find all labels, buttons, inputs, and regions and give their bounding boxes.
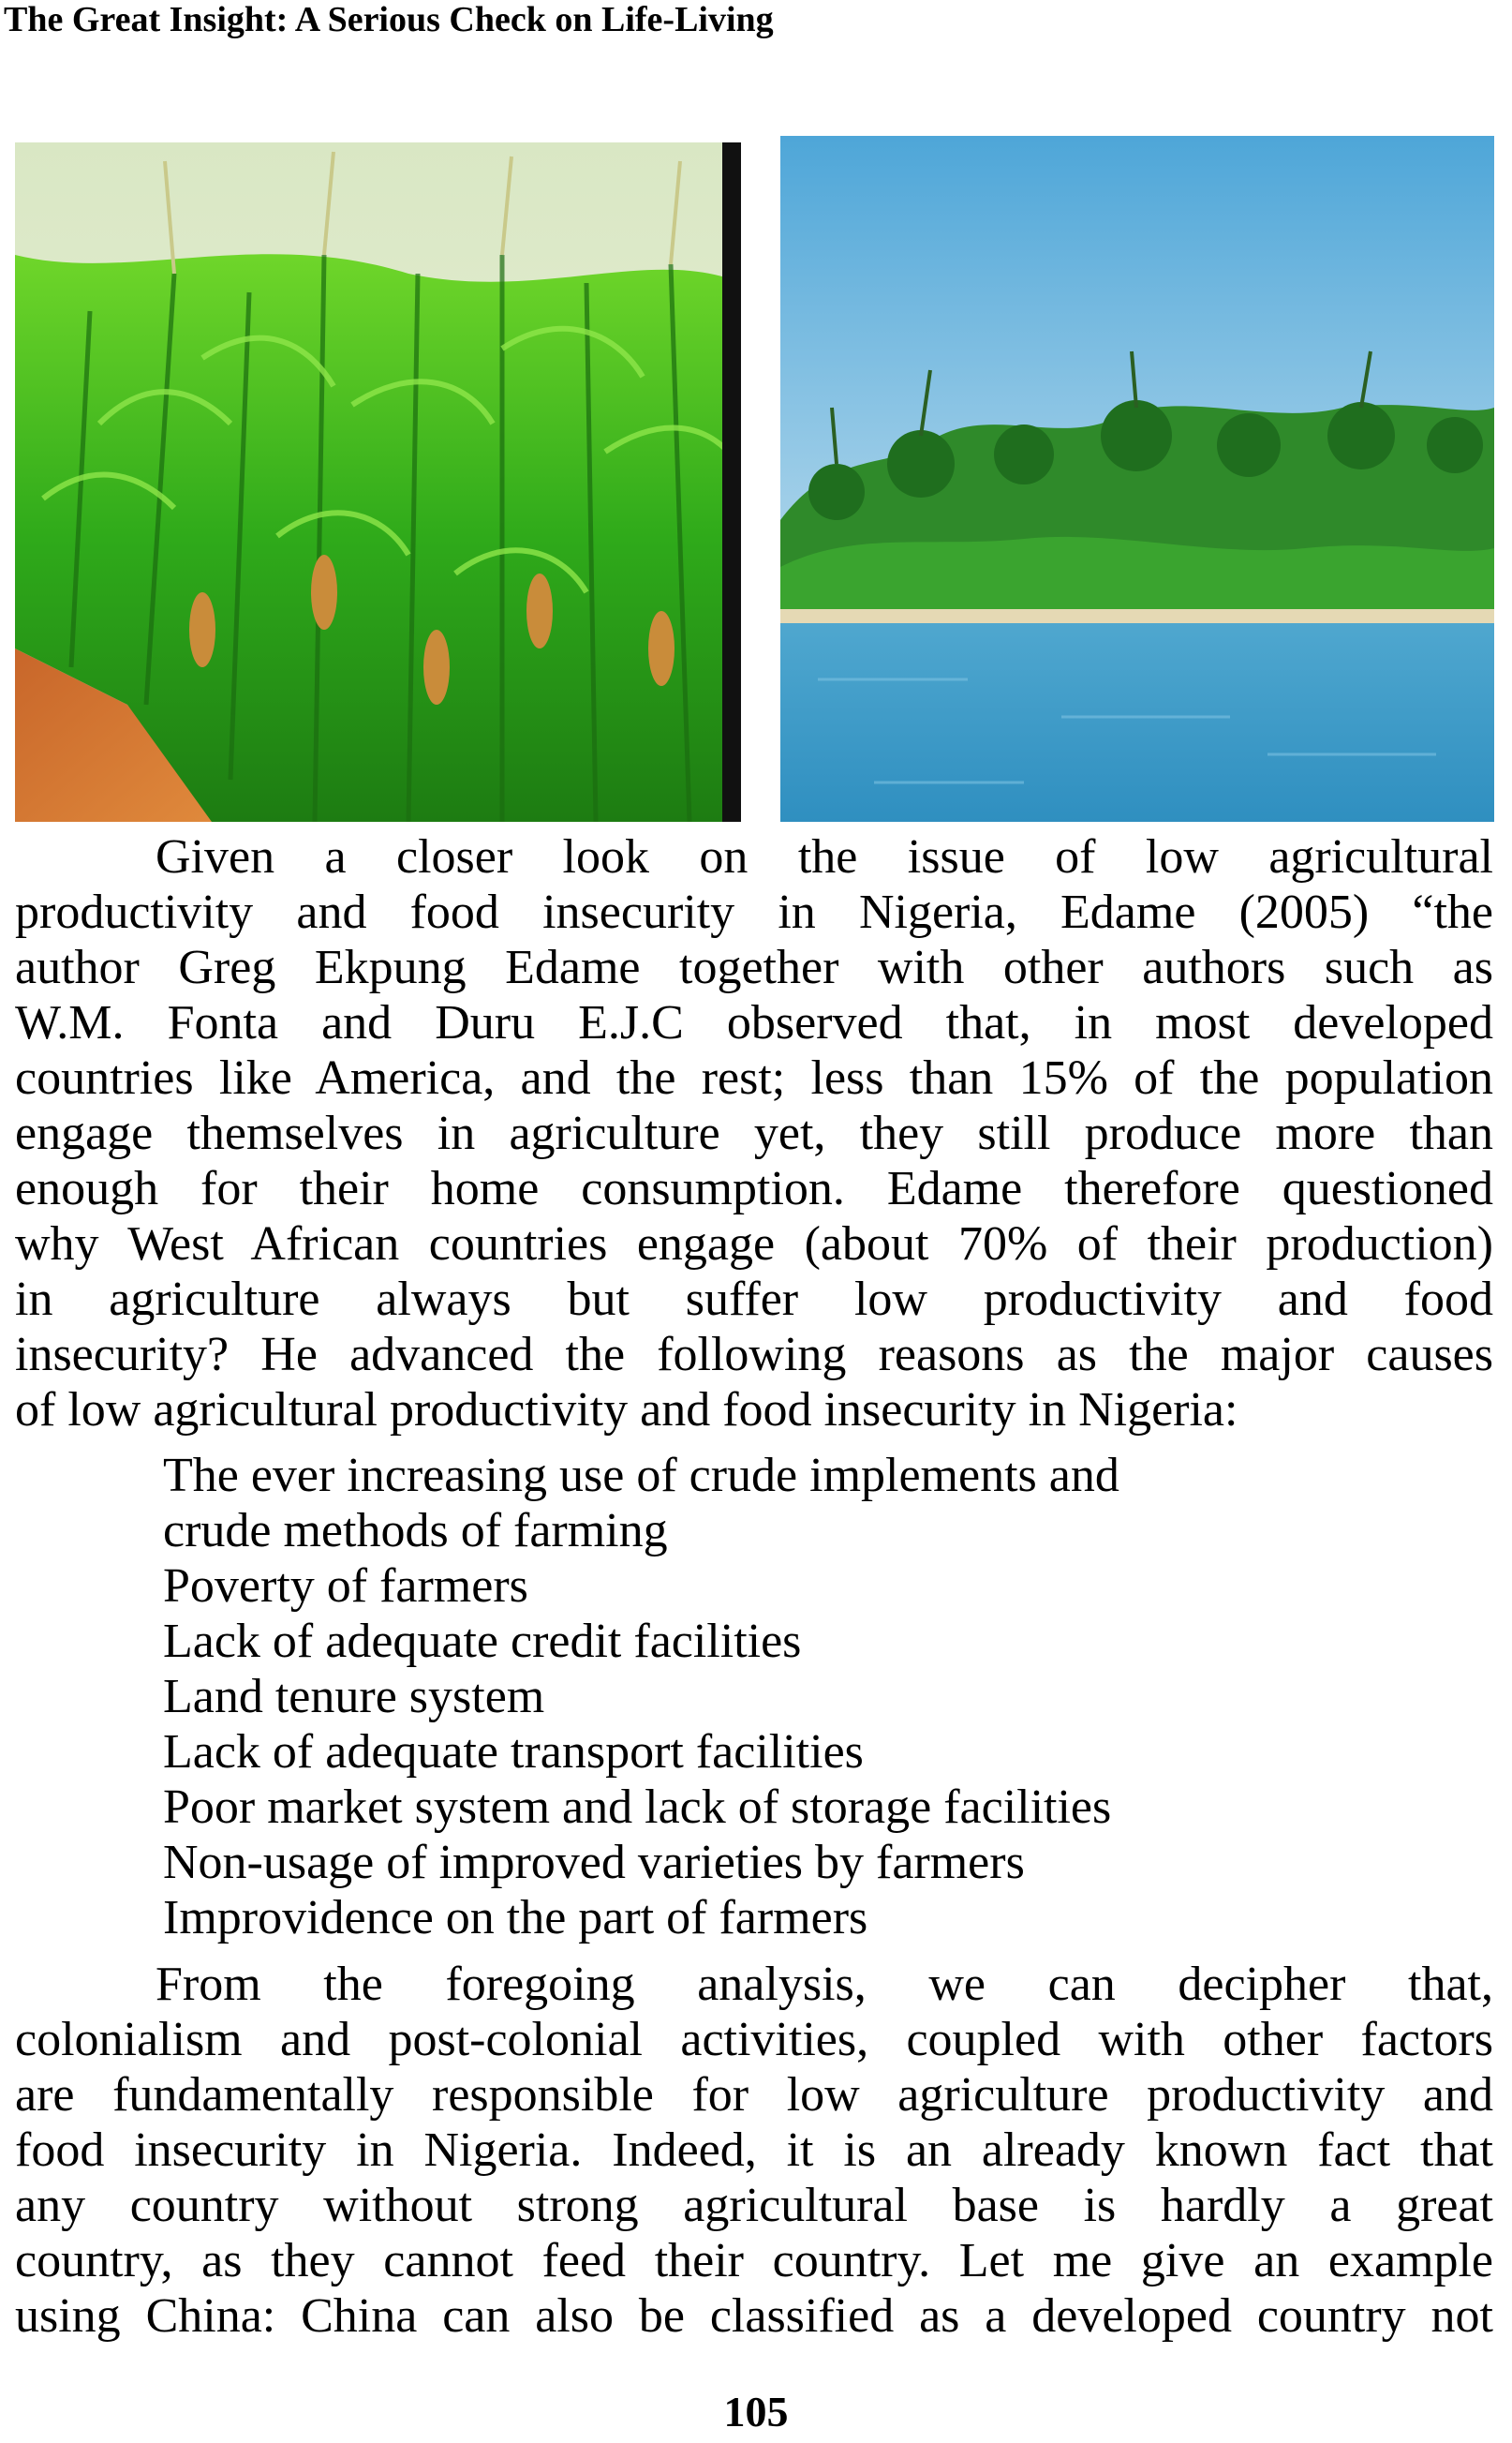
list-item: Land tenure system <box>163 1670 545 1723</box>
paragraph-line: From the foregoing analysis, we can decipher that, <box>156 1958 1493 2011</box>
paragraph-line: productivity and food insecurity in Nigeria, Edame (2005) “the <box>15 886 1493 939</box>
paragraph-line: author Greg Ekpung Edame together with other authors such as <box>15 941 1493 994</box>
paragraph-low-productivity <box>15 829 1493 1437</box>
paragraph-line: why West African countries engage (about 70% of their production) <box>15 1217 1493 1271</box>
list-item: The ever increasing use of crude implements and <box>163 1449 1119 1502</box>
running-title: The Great Insight: A Serious Check on Life-Living <box>4 0 774 39</box>
list-item: crude methods of farming <box>163 1504 668 1557</box>
paragraph-line: countries like America, and the rest; less than 15% of the population <box>15 1051 1493 1105</box>
list-item: Lack of adequate credit facilities <box>163 1615 802 1668</box>
list-item: Poverty of farmers <box>163 1559 528 1613</box>
causes-list <box>163 1448 1381 1945</box>
list-item: Lack of adequate transport facilities <box>163 1725 864 1779</box>
lagoon-shore-photo <box>780 136 1494 822</box>
paragraph-line: Given a closer look on the issue of low agricultural <box>156 830 1493 884</box>
paragraph-line: colonialism and post-colonial activities, coupled with other factors <box>15 2013 1493 2066</box>
paragraph-line: country, as they cannot feed their country. Let me give an example <box>15 2234 1493 2287</box>
list-item: Non-usage of improved varieties by farmers <box>163 1836 1025 1889</box>
list-item: Improvidence on the part of farmers <box>163 1891 868 1944</box>
paragraph-line: insecurity? He advanced the following reasons as the major causes <box>15 1328 1493 1381</box>
paragraph-line: food insecurity in Nigeria. Indeed, it is an already known fact that <box>15 2123 1493 2177</box>
paragraph-line: engage themselves in agriculture yet, they still produce more than <box>15 1107 1493 1160</box>
paragraph-line: in agriculture always but suffer low productivity and food <box>15 1273 1493 1326</box>
paragraph-line: enough for their home consumption. Edame therefore questioned <box>15 1162 1493 1215</box>
paragraph-line: using China: China can also be classified as a developed country not <box>15 2289 1493 2343</box>
paragraph-line: any country without strong agricultural base is hardly a great <box>15 2179 1493 2232</box>
page-number: 105 <box>723 2388 789 2436</box>
list-item: Poor market system and lack of storage facilities <box>163 1780 1112 1834</box>
paragraph-line: of low agricultural productivity and food insecurity in Nigeria: <box>15 1383 1238 1437</box>
paragraph-foregoing-analysis <box>15 1957 1493 2344</box>
paragraph-line: are fundamentally responsible for low agriculture productivity and <box>15 2068 1493 2122</box>
paragraph-line: W.M. Fonta and Duru E.J.C observed that, in most developed <box>15 996 1493 1050</box>
maize-field-photo <box>15 142 741 822</box>
